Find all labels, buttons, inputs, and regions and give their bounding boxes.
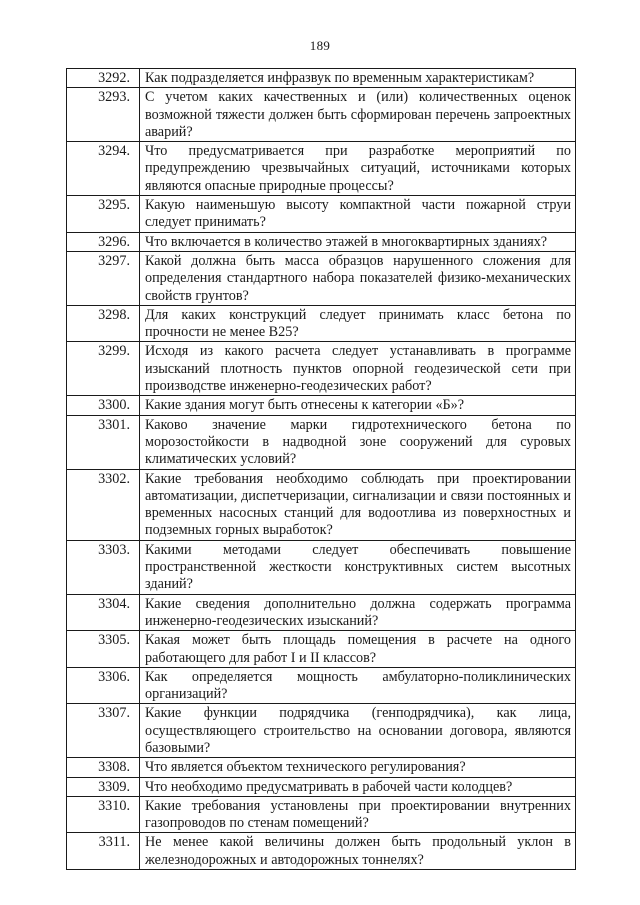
question-row bbox=[67, 667, 576, 704]
question-text: Исходя из какого расчета следует устанавливать в программе изысканий плотность пунктов опорной геодезической сети при производстве инженерно-геодезических работ? bbox=[140, 342, 576, 396]
question-text: Для каких конструкций следует принимать класс бетона по прочности не менее В25? bbox=[140, 305, 576, 342]
question-text: Как подразделяется инфразвук по временным характеристикам? bbox=[140, 69, 576, 88]
question-row bbox=[67, 142, 576, 196]
question-row bbox=[67, 196, 576, 233]
question-row bbox=[67, 251, 576, 305]
question-number: 3310. bbox=[67, 796, 140, 833]
question-number: 3296. bbox=[67, 232, 140, 251]
question-number: 3303. bbox=[67, 540, 140, 594]
question-number: 3311. bbox=[67, 833, 140, 870]
question-number: 3292. bbox=[67, 69, 140, 88]
question-number: 3302. bbox=[67, 469, 140, 540]
question-text: С учетом каких качественных и (или) количественных оценок возможной тяжести должен быть сформирован перечень запроектных аварий? bbox=[140, 88, 576, 142]
question-number: 3294. bbox=[67, 142, 140, 196]
question-text: Какие здания могут быть отнесены к категории «Б»? bbox=[140, 396, 576, 415]
question-text: Что включается в количество этажей в многоквартирных зданиях? bbox=[140, 232, 576, 251]
question-text: Какие требования необходимо соблюдать при проектировании автоматизации, диспетчеризации, сигнализации и связи постоянных и временных насосных станций для водоотлива из поверхностных и подземных горных выработок? bbox=[140, 469, 576, 540]
question-text: Какие сведения дополнительно должна содержать программа инженерно-геодезических изысканий? bbox=[140, 594, 576, 631]
questions-table-body bbox=[67, 69, 576, 870]
question-row bbox=[67, 777, 576, 796]
question-row bbox=[67, 69, 576, 88]
question-text: Как определяется мощность амбулаторно-поликлинических организаций? bbox=[140, 667, 576, 704]
question-text: Какие требования установлены при проектировании внутренних газопроводов по стенам помещений? bbox=[140, 796, 576, 833]
question-row bbox=[67, 796, 576, 833]
question-row bbox=[67, 594, 576, 631]
question-row bbox=[67, 305, 576, 342]
question-text: Какой должна быть масса образцов нарушенного сложения для определения стандартного набора показателей физико-механических свойств грунтов? bbox=[140, 251, 576, 305]
question-number: 3309. bbox=[67, 777, 140, 796]
question-text: Какая может быть площадь помещения в расчете на одного работающего для работ I и II классов? bbox=[140, 631, 576, 668]
question-number: 3293. bbox=[67, 88, 140, 142]
question-number: 3301. bbox=[67, 415, 140, 469]
question-number: 3304. bbox=[67, 594, 140, 631]
question-text: Какую наименьшую высоту компактной части пожарной струи следует принимать? bbox=[140, 196, 576, 233]
question-text: Что необходимо предусматривать в рабочей части колодцев? bbox=[140, 777, 576, 796]
question-number: 3299. bbox=[67, 342, 140, 396]
question-number: 3307. bbox=[67, 704, 140, 758]
question-row bbox=[67, 758, 576, 777]
question-row bbox=[67, 415, 576, 469]
question-text: Каково значение марки гидротехнического бетона по морозостойкости в надводной зоне сооружений для суровых климатических условий? bbox=[140, 415, 576, 469]
question-number: 3300. bbox=[67, 396, 140, 415]
question-row bbox=[67, 540, 576, 594]
question-row bbox=[67, 342, 576, 396]
question-number: 3306. bbox=[67, 667, 140, 704]
question-text: Что является объектом технического регулирования? bbox=[140, 758, 576, 777]
question-number: 3295. bbox=[67, 196, 140, 233]
question-text: Какими методами следует обеспечивать повышение пространственной жесткости конструктивных систем высотных зданий? bbox=[140, 540, 576, 594]
question-text: Какие функции подрядчика (генподрядчика), как лица, осуществляющего строительство на основании договора, являются базовыми? bbox=[140, 704, 576, 758]
question-number: 3305. bbox=[67, 631, 140, 668]
question-row bbox=[67, 88, 576, 142]
question-number: 3298. bbox=[67, 305, 140, 342]
question-row bbox=[67, 631, 576, 668]
question-number: 3297. bbox=[67, 251, 140, 305]
question-number: 3308. bbox=[67, 758, 140, 777]
question-text: Не менее какой величины должен быть продольный уклон в железнодорожных и автодорожных тоннелях? bbox=[140, 833, 576, 870]
question-row bbox=[67, 704, 576, 758]
question-row bbox=[67, 232, 576, 251]
question-text: Что предусматривается при разработке мероприятий по предупреждению чрезвычайных ситуаций, источниками которых являются опасные природные процессы? bbox=[140, 142, 576, 196]
page-number: 189 bbox=[309, 38, 331, 53]
question-row bbox=[67, 833, 576, 870]
question-row bbox=[67, 396, 576, 415]
question-row bbox=[67, 469, 576, 540]
questions-table bbox=[66, 68, 576, 870]
